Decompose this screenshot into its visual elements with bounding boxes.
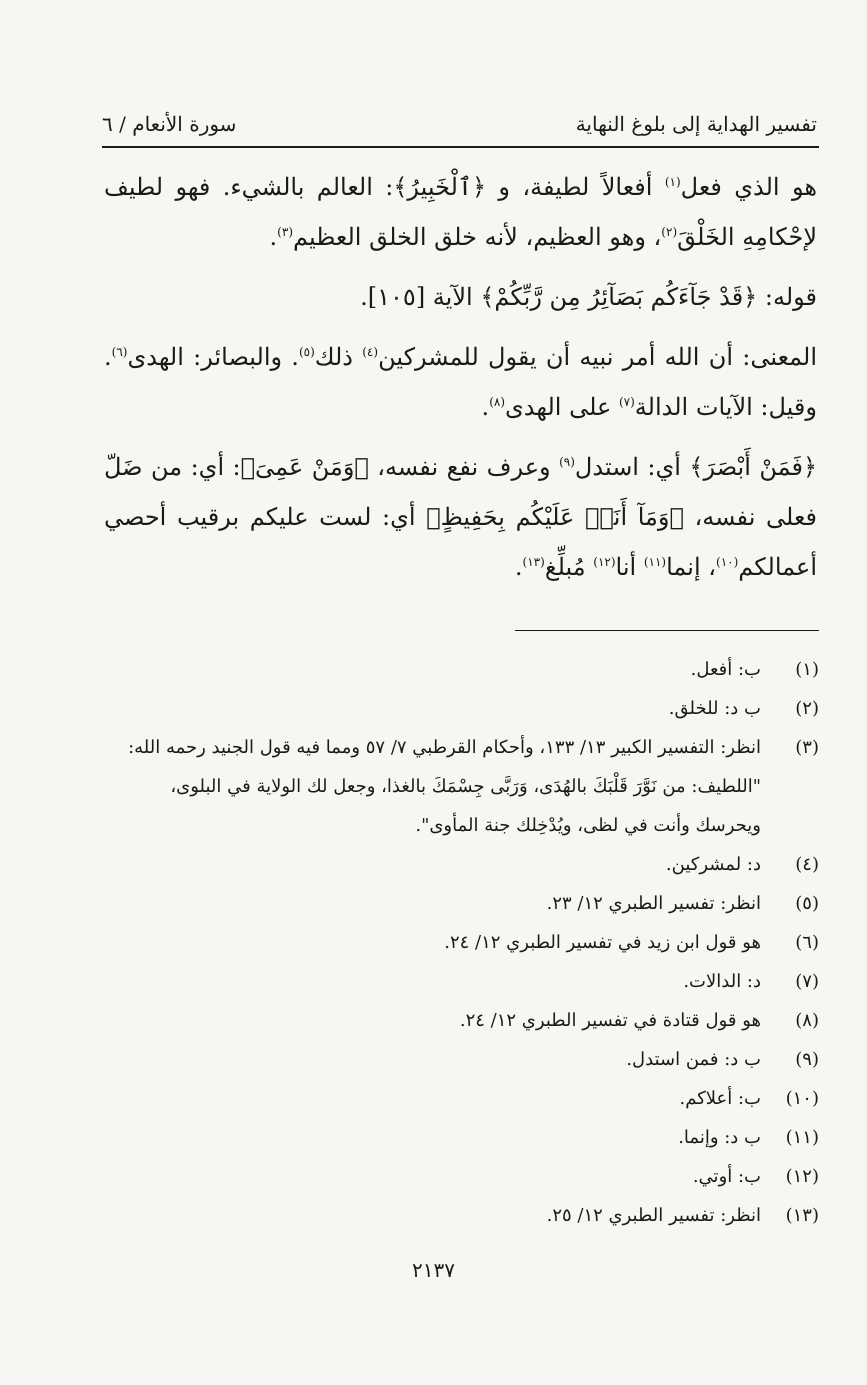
footnote — [104, 1118, 819, 1157]
text-segment: وعرف نفع نفسه، — [368, 453, 560, 481]
footnote-text: انظر: التفسير الكبير ١٣/ ١٣٣، وأحكام القرطبي ٧/ ٥٧ ومما فيه قول الجنيد رحمه الله: "اللطيف: من نَوَّرَ قَلْبَكَ بالهُدَى، وَرَبَّى جِسْمَكَ بالغذا، وجعل لك الولاية في البلوى، ويحرسك وأنت في لظى، ويُدْخِلك جنة المأوى". — [128, 737, 761, 836]
text-segment: قوله: — [757, 283, 817, 311]
footnote-ref: (١) — [664, 175, 681, 189]
text-segment: الآية [١٠٥]. — [360, 283, 481, 311]
footnote — [104, 689, 819, 728]
text-segment: هو الذي فعل — [680, 173, 818, 201]
text-segment: المعنى: أن الله أمر نبيه أن يقول للمشركين — [378, 343, 817, 371]
book-title: تفسير الهداية إلى بلوغ النهاية — [575, 112, 817, 136]
footnote-ref: (٤) — [362, 345, 379, 359]
text-segment: ذلك — [314, 343, 363, 371]
text-segment: : أي: من ضَلّ فعلى نفسه، — [104, 453, 818, 531]
footnote-number: (١٠) — [785, 1088, 819, 1109]
footnote-text: ب د: فمن استدل. — [626, 1049, 761, 1070]
footnote-text: انظر: تفسير الطبري ١٢/ ٢٥. — [546, 1205, 761, 1226]
text-segment: ، وهو العظيم، لأنه خلق الخلق العظيم — [293, 223, 662, 251]
text-segment: . وقيل: الآيات الدالة — [104, 343, 817, 421]
footnote-text: انظر: تفسير الطبري ١٢/ ٢٣. — [546, 893, 761, 914]
text-segment: . — [481, 393, 490, 421]
footnote-ref: (١١) — [643, 555, 667, 569]
text-segment: . والبصائر: الهدى — [127, 343, 299, 371]
footnote — [104, 1196, 819, 1235]
footnote-number: (٧) — [795, 971, 819, 992]
footnote-text: ب د: للخلق. — [668, 698, 761, 719]
footnote — [104, 845, 819, 884]
footnote-number: (٥) — [795, 893, 819, 914]
footnote-number: (١٢) — [785, 1166, 819, 1187]
footnote-text: ب د: وإنما. — [678, 1127, 761, 1148]
paragraph — [104, 442, 817, 592]
footnote-ref: (٦) — [111, 345, 128, 359]
footnote-number: (٤) — [795, 854, 819, 875]
footnote-text: هو قول قتادة في تفسير الطبري ١٢/ ٢٤. — [459, 1010, 761, 1031]
footnote-ref: (١٢) — [593, 555, 616, 569]
footnote-number: (٩) — [795, 1049, 819, 1070]
page-number: ٢١٣٧ — [412, 1258, 455, 1282]
surah-label: سورة الأنعام / ٦ — [102, 112, 237, 136]
text-segment: أي: لست عليكم برقيب أحصي أعمالكم — [104, 503, 817, 581]
footnote-text: د: الدالات. — [683, 971, 761, 992]
footnote-number: (١) — [795, 659, 819, 680]
text-segment: أفعالاً لطيفة، و — [486, 173, 665, 201]
header-rule — [102, 146, 819, 148]
footnote — [104, 1157, 819, 1196]
footnote-text: ب: أعلاكم. — [679, 1088, 761, 1109]
paragraph — [104, 162, 817, 262]
text-segment: : العالم بالشيء. فهو لطيف لإحْكامِهِ الخَلْقَ — [104, 173, 817, 251]
footnote-ref: (١٠) — [716, 555, 739, 569]
text-segment: أنا — [615, 553, 644, 581]
quran-quote: ﴿فَمَنْ أَبْصَرَ﴾ — [689, 453, 818, 481]
quran-quote: ﴿وَمَآ أَنَا۠ عَلَيْكُم بِحَفِيظٍ﴾ — [426, 503, 684, 531]
paragraph — [104, 332, 817, 432]
footnote-text: هو قول ابن زيد في تفسير الطبري ١٢/ ٢٤. — [444, 932, 761, 953]
footnote-number: (٦) — [795, 932, 819, 953]
text-segment: على الهدى — [505, 393, 619, 421]
footnote-number: (١٣) — [785, 1205, 819, 1226]
running-header — [102, 104, 817, 144]
text-segment: . — [514, 553, 523, 581]
text-segment: مُبلِّغ — [544, 553, 594, 581]
quran-quote: ﴿قَدْ جَآءَكُم بَصَآئِرُ مِن رَّبِّكُمْ﴾ — [480, 283, 758, 311]
footnote — [104, 1079, 819, 1118]
footnote-rule — [515, 630, 819, 631]
footnote — [104, 884, 819, 923]
footnote-number: (٢) — [795, 698, 819, 719]
footnote — [104, 650, 819, 689]
text-segment: ، إنما — [666, 553, 717, 581]
footnote-number: (١١) — [785, 1127, 819, 1148]
footnote — [104, 1001, 819, 1040]
text-segment: . — [269, 223, 278, 251]
footnote — [104, 962, 819, 1001]
footnote — [104, 728, 819, 845]
footnote-ref: (٢) — [661, 225, 678, 239]
footnotes — [104, 650, 819, 1235]
footnote-ref: (٨) — [489, 395, 506, 409]
paragraph — [104, 272, 817, 322]
footnote-ref: (٧) — [618, 395, 635, 409]
footnote-text: ب: أوتي. — [692, 1166, 761, 1187]
footnote-ref: (٣) — [277, 225, 293, 239]
main-text — [104, 162, 817, 602]
footnote-number: (٨) — [795, 1010, 819, 1031]
footnote — [104, 923, 819, 962]
footnote-number: (٣) — [795, 737, 819, 758]
footnote-text: ب: أفعل. — [690, 659, 761, 680]
footnote-text: د: لمشركين. — [665, 854, 761, 875]
footnote-ref: (١٣) — [522, 555, 545, 569]
footnote — [104, 1040, 819, 1079]
text-segment: أي: استدل — [574, 453, 690, 481]
footnote-ref: (٩) — [559, 455, 575, 469]
quran-quote: ﴿وَمَنْ عَمِىَ﴾ — [240, 453, 369, 481]
footnote-ref: (٥) — [298, 345, 315, 359]
quran-quote: ﴿ٱلْخَبِيرُ﴾ — [393, 173, 487, 201]
